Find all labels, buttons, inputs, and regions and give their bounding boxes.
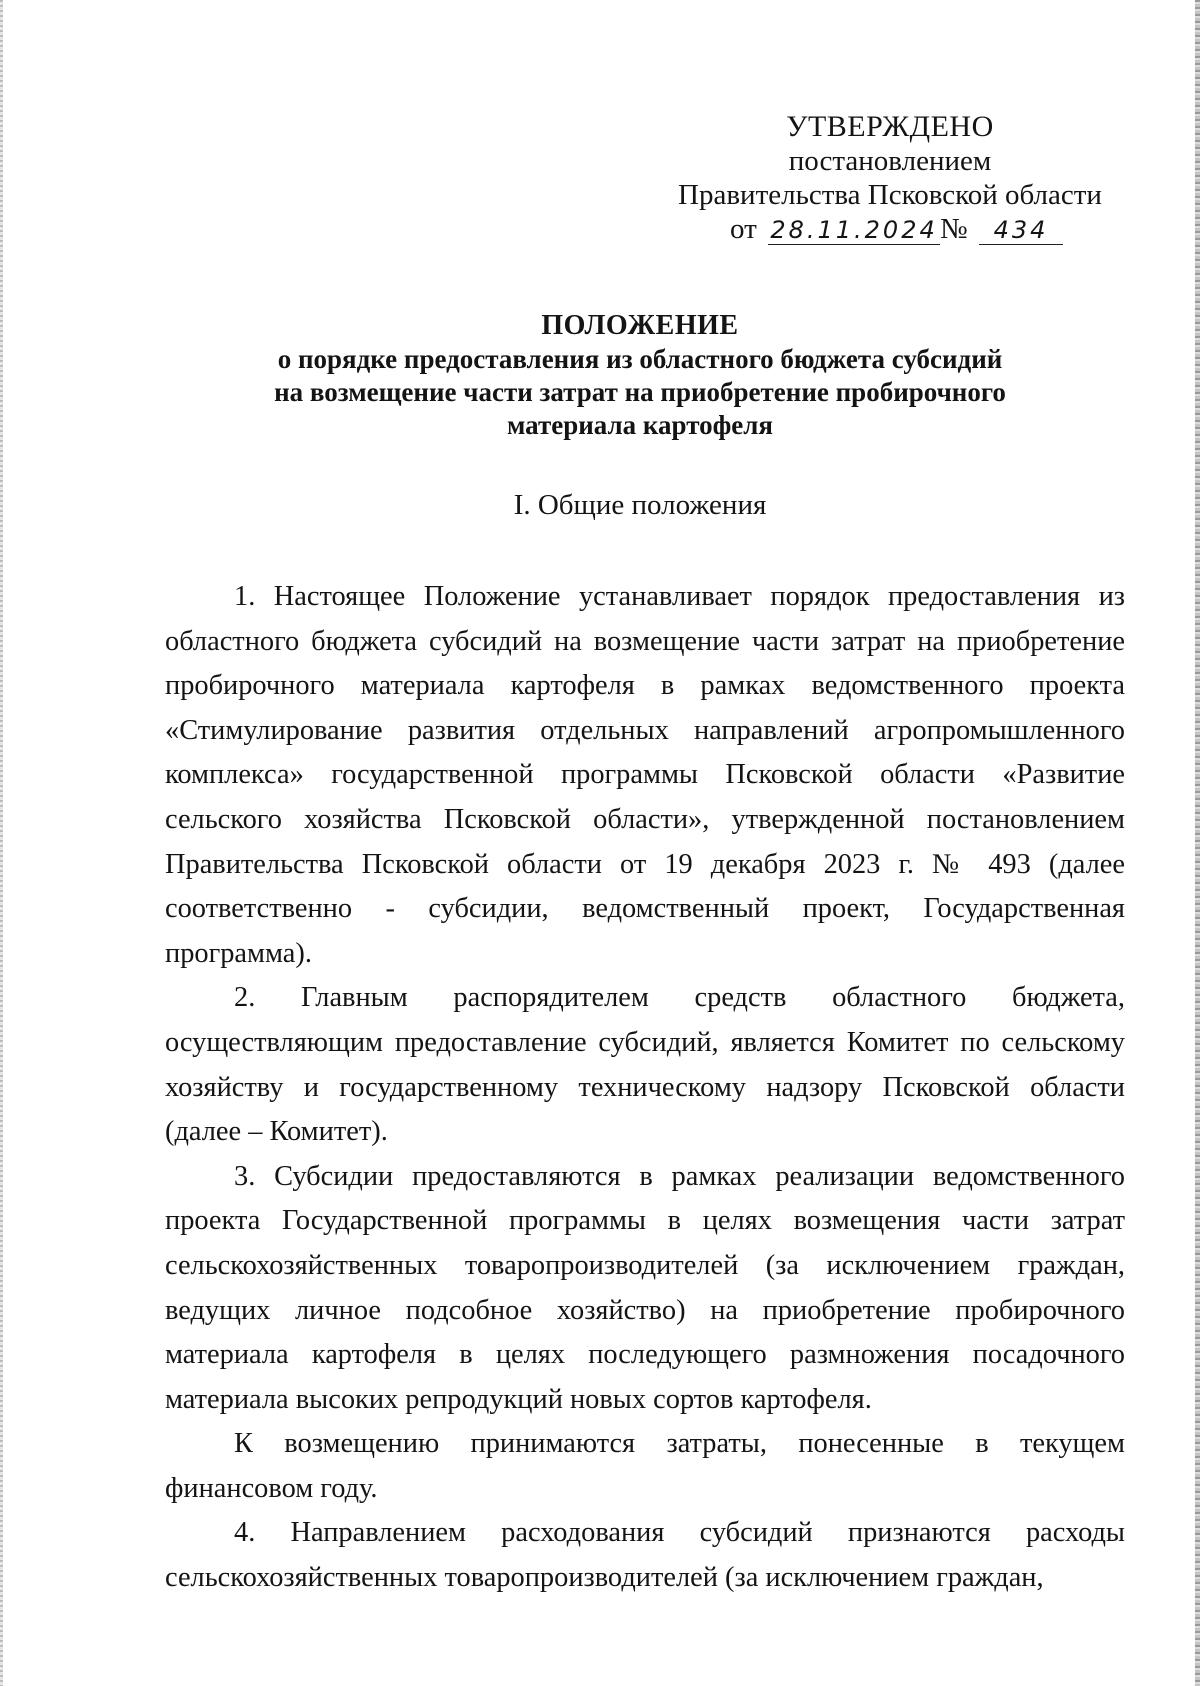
title-line-1: о порядке предоставления из областного бюджета субсидий [277,344,1003,374]
resolution-label: постановлением [788,145,992,177]
document-body [165,575,1125,1601]
paragraph-2: 2. Главным распорядителем средств областного бюджета, осуществляющим предоставление субсидий, является Комитет по сельскому хозяйству и государственному техническому надзору Псковской области (далее – Комитет). [165,982,1125,1148]
authority-label: Правительства Псковской области [678,179,1102,211]
title-line-2: на возмещение части затрат на приобретение пробирочного [274,377,1006,407]
paragraph-3-continuation: К возмещению принимаются затраты, понесенные в текущем финансовом году. [165,1428,1125,1504]
title-line-3: материала картофеля [506,410,774,440]
scan-edge-right [1195,0,1200,1686]
date-prefix: от [730,213,757,245]
document-title [160,309,1120,442]
handwritten-number: 434 [993,216,1049,244]
approved-label: УТВЕРЖДЕНО [786,110,994,143]
number-sign: № [940,213,968,245]
paragraph-1: 1. Настоящее Положение устанавливает порядок предоставления из областного бюджета субсидий на возмещение части затрат на приобретение пробирочного материала картофеля в рамках ведомственного проекта «Стимулирование развития отдельных направлений агропромышленного комплекса» государственной программы Псковской области «Развитие сельского хозяйства Псковской области», утвержденной постановлением Правительства Псковской области от 19 декабря 2023 г. № 493 (далее соответственно - субсидии, ведомственный проект, Государственная программа). [165,581,1125,969]
title-heading: ПОЛОЖЕНИЕ [541,310,739,341]
paragraph-3: 3. Субсидии предоставляются в рамках реализации ведомственного проекта Государственной программы в целях возмещения части затрат сельскохозяйственных товаропроизводителей (за исключением граждан, ведущих личное подсобное хозяйство) на приобретение пробирочного материала картофеля в целях последующего размножения посадочного материала высоких репродукций новых сортов картофеля. [165,1160,1125,1415]
date-field [768,215,940,245]
scan-edge-left [0,0,3,1686]
section-heading: I. Общие положения [513,489,767,521]
approval-date-line [670,212,1110,250]
number-field [979,215,1063,245]
approval-stamp-block [670,110,1110,250]
handwritten-date: 28.11.2024 [770,216,938,244]
paragraph-4: 4. Направлением расходования субсидий признаются расходы сельскохозяйственных товаропроизводителей (за исключением граждан, [165,1517,1125,1594]
